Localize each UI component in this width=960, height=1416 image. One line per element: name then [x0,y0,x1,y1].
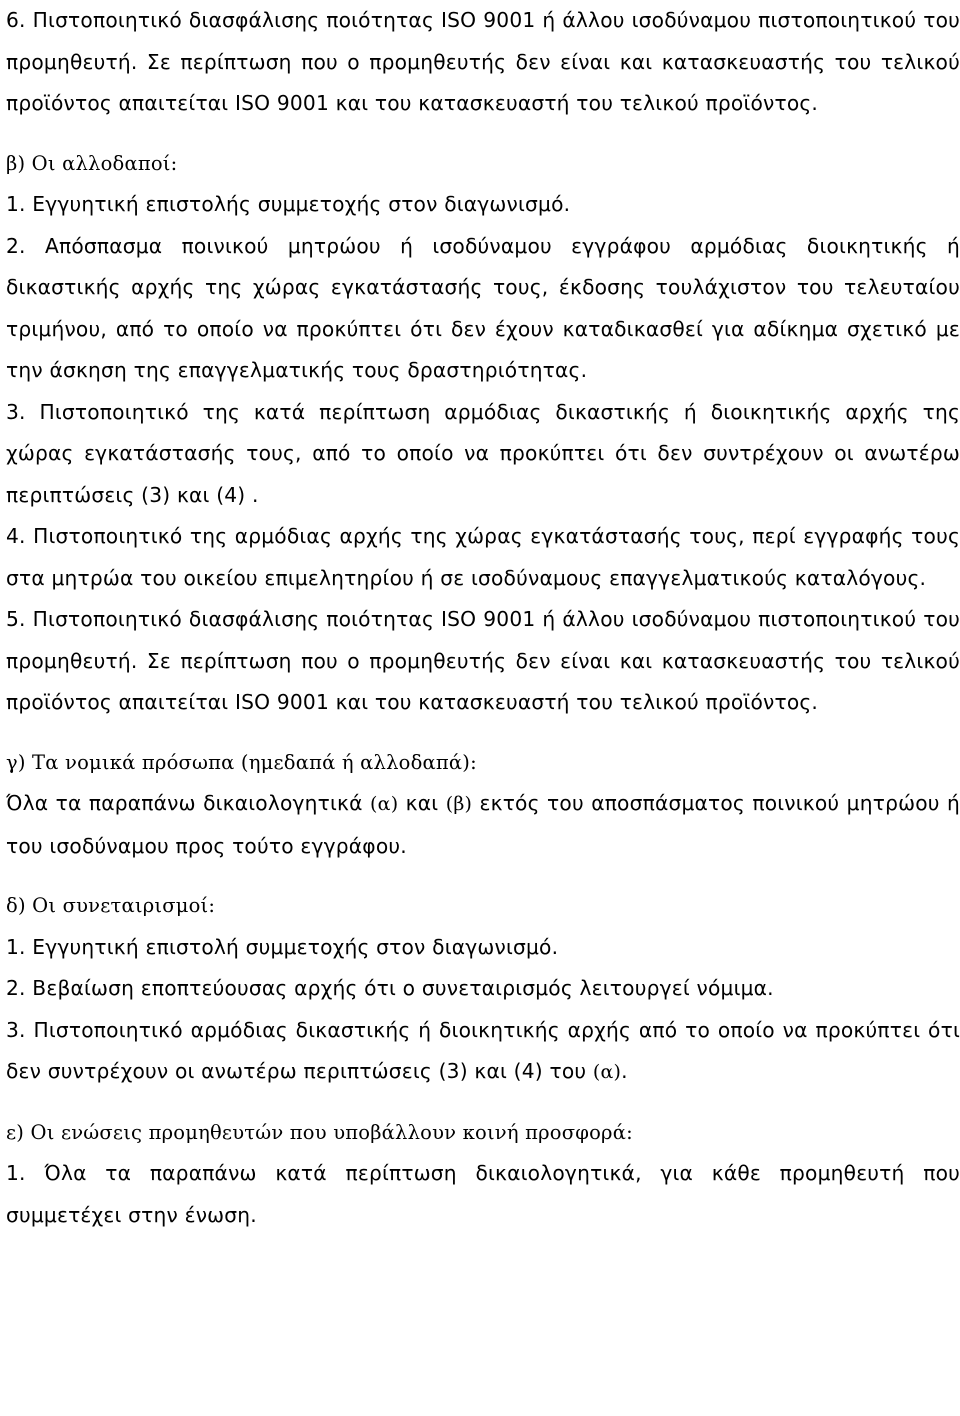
text-run: . [621,1059,628,1083]
paragraph-item-6: 6. Πιστοποιητικό διασφάλισης ποιότητας ISO 9001 ή άλλου ισοδύναμου πιστοποιητικού του προμηθευτή. Σε περίπτωση που ο προμηθευτής δεν είναι και κατασκευαστής του τελικού προϊόντος απαιτείται ISO 9001 και του κατασκευαστή του τελικού προϊόντος. [6,8,960,115]
text-run: εκτός του αποσπάσματος ποινικού μητρώου ή του ισοδύναμου προς τούτο εγγράφου. [6,791,960,858]
ref-b: (β) [445,793,473,815]
foreigners-item-3: 3. Πιστοποιητικό της κατά περίπτωση αρμόδιας δικαστικής ή διοικητικής αρχής της χώρας εγκατάστασής τους, από το οποίο να προκύπτει ότι δεν συντρέχουν οι ανωτέρω περιπτώσεις (3) και (4) . [6,399,960,507]
text-run: 3. Πιστοποιητικό αρμόδιας δικαστικής ή διοικητικής αρχής από το οποίο να προκύπτει ότι δεν συντρέχουν οι ανωτέρω περιπτώσεις (3) και (4) του [6,1017,960,1083]
spacer [6,724,960,742]
section-heading-legal-entities: γ) Τα νομικά πρόσωπα (ημεδαπά ή αλλοδαπά): [6,750,477,774]
foreigners-item-2: 2. Απόσπασμα ποινικού μητρώου ή ισοδύναμου εγγράφου αρμόδιας διοικητικής ή δικαστικής αρχής της χώρας εγκατάστασής τους, έκδοσης τουλάχιστον του τελευταίου τριμήνου, από το οποίο να προκύπτει ότι δεν έχουν καταδικασθεί για αδίκημα σχετικό με την άσκηση της επαγγελματικής τους δραστηριότητας. [6,233,960,382]
text-run: και [398,791,446,815]
spacer [6,867,960,885]
document-page [6,0,960,1236]
legal-entities-text [6,783,960,867]
cooperatives-item-3 [6,1010,960,1094]
spacer [6,1094,960,1112]
section-heading-unions: ε) Οι ενώσεις προμηθευτών που υποβάλλουν κοινή προσφορά: [6,1120,633,1144]
cooperatives-item-1: 1. Εγγυητική επιστολή συμμετοχής στον διαγωνισμό. [6,934,559,959]
section-heading-foreigners: β) Οι αλλοδαποί: [6,151,178,175]
section-heading-cooperatives: δ) Οι συνεταιρισμοί: [6,894,216,917]
cooperatives-item-2: 2. Βεβαίωση εποπτεύουσας αρχής ότι ο συνεταιρισμός λειτουργεί νόμιμα. [6,976,774,1000]
foreigners-item-1: 1. Εγγυητική επιστολής συμμετοχής στον διαγωνισμό. [6,192,571,216]
unions-item-1: 1. Όλα τα παραπάνω κατά περίπτωση δικαιολογητικά, για κάθε προμηθευτή που συμμετέχει στην ένωση. [6,1161,960,1227]
text-run: Όλα τα παραπάνω δικαιολογητικά [6,791,371,815]
ref-a: (α) [370,793,399,815]
ref-a: (α) [592,1061,622,1083]
spacer [6,125,960,143]
foreigners-item-4: 4. Πιστοποιητικό της αρμόδιας αρχής της χώρας εγκατάστασής τους, περί εγγραφής τους στα μητρώα του οικείου επιμελητηρίου ή σε ισοδύναμους επαγγελματικούς καταλόγους. [6,524,960,590]
foreigners-item-5: 5. Πιστοποιητικό διασφάλισης ποιότητας ISO 9001 ή άλλου ισοδύναμου πιστοποιητικού του προμηθευτή. Σε περίπτωση που ο προμηθευτής δεν είναι και κατασκευαστής του τελικού προϊόντος απαιτείται ISO 9001 και του κατασκευαστή του τελικού προϊόντος. [6,607,960,714]
